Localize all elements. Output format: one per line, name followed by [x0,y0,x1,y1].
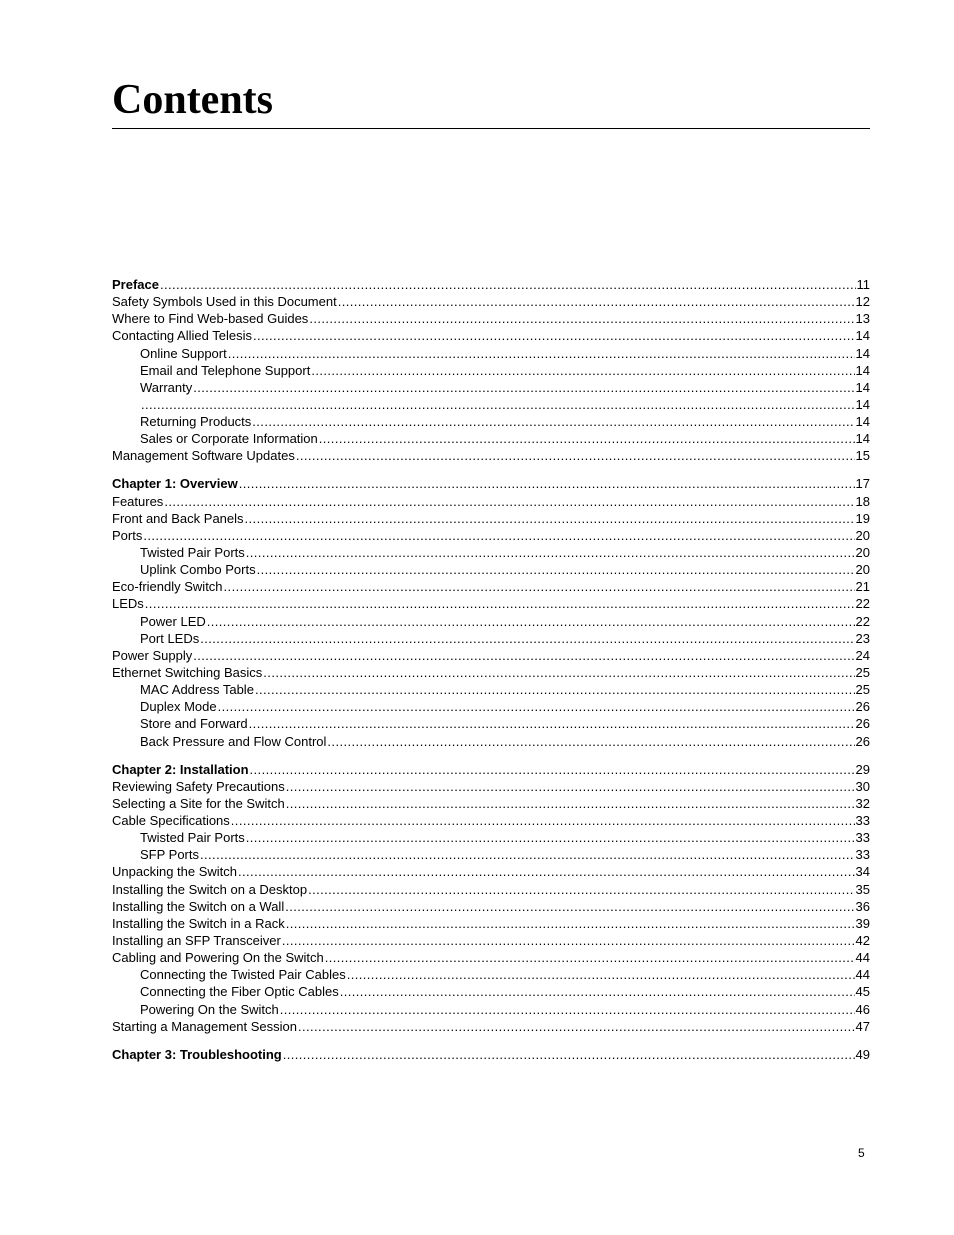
dot-leader [239,475,855,492]
toc-entry-label: Features [112,493,164,509]
toc-entry[interactable] [112,413,870,430]
toc-entry-label: SFP Ports [140,847,200,863]
toc-entry[interactable] [112,664,870,681]
toc-entry-page: 29 [855,761,870,777]
dot-leader [311,362,854,379]
toc-entry-page: 11 [856,277,870,292]
dot-leader [298,1018,855,1035]
toc-entry[interactable] [112,379,870,396]
toc-entry[interactable] [112,310,870,327]
toc-entry-label: Duplex Mode [140,699,217,715]
toc-entry-label: Management Software Updates [112,448,295,464]
toc-entry-page: 13 [855,311,870,327]
toc-entry-page: 15 [855,448,870,464]
toc-entry-page: 20 [855,545,870,560]
dot-leader [218,698,855,715]
toc-entry-label: Power Supply [112,647,193,663]
toc-entry-page: 20 [855,527,870,543]
toc-entry[interactable] [112,1018,870,1035]
dot-leader [283,1046,855,1063]
dot-leader [253,327,855,344]
toc-entry-label: Chapter 1: Overview [112,476,238,492]
toc-entry[interactable] [112,949,870,966]
toc-entry-page: 34 [855,864,870,880]
dot-leader [309,310,854,327]
toc-entry[interactable] [112,561,870,578]
toc-entry-label: Returning Products [140,414,252,430]
toc-entry[interactable] [112,613,870,630]
toc-entry-label: LEDs [112,596,144,612]
toc-chapter-entry[interactable] [112,475,870,492]
dot-leader [347,966,855,983]
dot-leader [282,932,855,949]
toc-entry-label: Online Support [140,345,227,361]
dot-leader [160,276,856,293]
toc-entry[interactable] [112,647,870,664]
dot-leader [327,733,854,750]
toc-entry[interactable] [112,430,870,447]
dot-leader [228,345,855,362]
dot-leader [207,613,855,630]
toc-entry-page: 20 [855,562,870,578]
toc-entry-label: Installing the Switch on a Desktop [112,881,308,897]
toc-entry-page: 46 [855,1001,870,1017]
dot-leader [245,510,855,527]
toc-entry[interactable] [112,983,870,1000]
toc-entry[interactable] [112,881,870,898]
toc-entry-page: 33 [855,847,870,863]
dot-leader [340,983,855,1000]
toc-entry-page: 42 [855,932,870,948]
toc-entry-label: Port LEDs [140,630,200,646]
toc-entry[interactable] [112,362,870,379]
dot-leader [250,761,855,778]
toc-entry[interactable] [112,447,870,464]
toc-entry[interactable] [112,493,870,510]
toc-entry-page: 17 [855,476,870,492]
toc-entry-page: 24 [855,647,870,663]
toc-entry[interactable] [112,595,870,612]
toc-entry-page: 47 [855,1018,870,1034]
toc-entry-page: 14 [855,396,870,412]
dot-leader [224,578,855,595]
toc-entry-page: 14 [855,328,870,344]
dot-leader [164,493,854,510]
toc-entry-page: 21 [855,579,870,595]
toc-entry-page: 22 [855,613,870,629]
toc-entry-page: 36 [855,898,870,914]
toc-entry-label: Reviewing Safety Precautions [112,778,285,794]
dot-leader [325,949,855,966]
dot-leader [193,379,854,396]
toc-entry-page: 30 [855,778,870,794]
toc-entry-page: 26 [855,716,870,732]
dot-leader [141,396,855,413]
dot-leader [263,664,854,681]
toc-entry-page: 14 [855,414,870,430]
dot-leader [252,413,854,430]
toc-entry-label: Sales or Corporate Information [140,431,318,447]
toc-entry[interactable] [112,510,870,527]
toc-entry[interactable] [112,578,870,595]
toc-entry-page: 35 [855,881,870,897]
toc-entry-page: 44 [855,967,870,983]
toc-entry-label: Store and Forward [140,716,248,732]
table-of-contents [112,276,870,1063]
toc-entry-label: Contacting Allied Telesis [112,328,252,344]
toc-entry-label: Uplink Combo Ports [140,562,256,578]
toc-entry-page: 14 [855,345,870,361]
toc-entry-label: Ethernet Switching Basics [112,664,263,680]
toc-entry-page: 33 [855,813,870,828]
toc-entry[interactable] [112,733,870,750]
toc-entry-page: 33 [855,830,870,846]
toc-entry[interactable] [112,681,870,698]
toc-chapter-entry[interactable] [112,761,870,778]
toc-entry-page: 18 [855,493,870,509]
toc-entry-page: 22 [855,596,870,612]
toc-entry-label: Cabling and Powering On the Switch [112,950,324,966]
toc-entry[interactable] [112,544,870,561]
toc-entry-label: Powering On the Switch [140,1001,279,1017]
toc-entry[interactable] [112,1001,870,1018]
toc-entry[interactable] [112,527,870,544]
toc-entry-page: 26 [855,699,870,715]
toc-entry[interactable] [112,829,870,846]
toc-entry-label: Twisted Pair Ports [140,830,245,846]
toc-entry-page: 14 [855,362,870,378]
dot-leader [280,1001,855,1018]
toc-entry-label: Installing the Switch in a Rack [112,915,285,931]
toc-entry-page: 45 [855,984,870,1000]
toc-entry-label: Chapter 2: Installation [112,761,249,777]
toc-entry[interactable] [112,898,870,915]
toc-entry-label: Installing an SFP Transceiver [112,932,281,948]
toc-entry[interactable] [112,795,870,812]
page-number: 5 [858,1146,865,1160]
toc-entry-label: Connecting the Fiber Optic Cables [140,984,339,1000]
toc-entry[interactable] [112,293,870,310]
toc-entry-page: 14 [855,379,870,395]
toc-entry-label: Installing the Switch on a Wall [112,898,285,914]
toc-entry[interactable] [112,846,870,863]
toc-entry[interactable] [112,698,870,715]
toc-entry-page: 23 [855,630,870,646]
toc-entry-page: 12 [855,294,870,310]
dot-leader [238,863,855,880]
toc-entry[interactable] [112,778,870,795]
dot-leader [308,881,854,898]
toc-chapter-entry[interactable] [112,276,870,293]
dot-leader [246,829,855,846]
title-rule [112,128,870,129]
toc-entry[interactable] [112,915,870,932]
dot-leader [257,561,855,578]
toc-entry-page: 14 [855,431,870,447]
page-title: Contents [112,77,274,123]
toc-entry-page: 39 [855,915,870,931]
dot-leader [143,527,854,544]
toc-entry-page: 44 [855,950,870,966]
toc-entry-page: 19 [855,510,870,526]
toc-entry-label: Ports [112,527,143,543]
toc-entry-page: 25 [855,664,870,680]
dot-leader [286,915,855,932]
toc-entry-label: Twisted Pair Ports [140,545,245,560]
dot-leader [296,447,855,464]
toc-entry-label: Chapter 3: Troubleshooting [112,1046,282,1062]
toc-entry-label: Safety Symbols Used in this Document [112,294,337,310]
toc-entry[interactable] [112,863,870,880]
toc-entry-label: Eco-friendly Switch [112,579,223,595]
toc-entry[interactable] [112,715,870,732]
toc-entry-label: Where to Find Web-based Guides [112,311,309,327]
dot-leader [193,647,854,664]
toc-entry-label: Selecting a Site for the Switch [112,795,285,811]
dot-leader [246,544,855,561]
dot-leader [338,293,855,310]
dot-leader [285,898,854,915]
toc-entry[interactable] [112,396,870,413]
dot-leader [231,812,855,829]
toc-entry[interactable] [112,812,870,829]
toc-entry[interactable] [112,932,870,949]
dot-leader [286,795,855,812]
toc-entry-label: Warranty [140,379,193,395]
toc-entry[interactable] [112,327,870,344]
dot-leader [200,846,855,863]
toc-entry-page: 49 [855,1046,870,1062]
dot-leader [286,778,855,795]
toc-entry-page: 32 [855,795,870,811]
toc-entry-label: Connecting the Twisted Pair Cables [140,967,346,983]
toc-entry-label: Power LED [140,613,206,629]
toc-entry-label: Front and Back Panels [112,510,244,526]
toc-entry-label: MAC Address Table [140,682,254,698]
toc-entry-label: Cable Specifications [112,813,230,828]
toc-entry-label: Unpacking the Switch [112,864,238,880]
dot-leader [145,595,855,612]
toc-entry-label: Preface [112,277,159,292]
toc-entry-page: 26 [855,733,870,749]
dot-leader [255,681,855,698]
toc-chapter-entry[interactable] [112,1046,870,1063]
toc-entry[interactable] [112,966,870,983]
dot-leader [249,715,855,732]
toc-entry[interactable] [112,345,870,362]
toc-entry-label: Back Pressure and Flow Control [140,733,327,749]
dot-leader [200,630,854,647]
dot-leader [319,430,855,447]
toc-entry-page: 25 [855,682,870,698]
toc-entry-label: Starting a Management Session [112,1018,297,1034]
toc-entry-label: Email and Telephone Support [140,362,311,378]
toc-entry[interactable] [112,630,870,647]
